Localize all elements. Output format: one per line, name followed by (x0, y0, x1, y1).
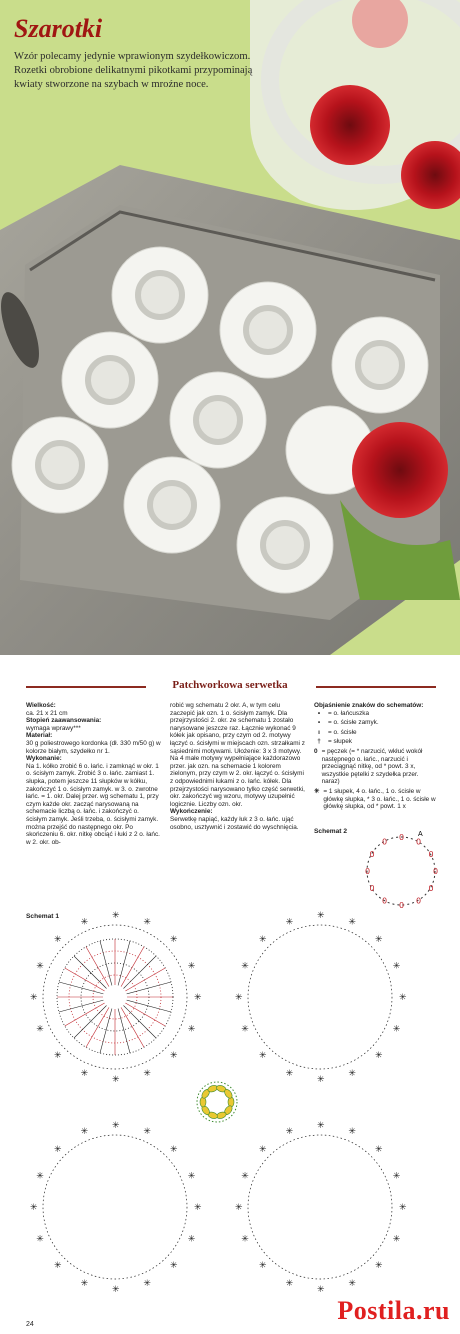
schemat-2-stitch: 0 (369, 850, 375, 859)
svg-text:✳: ✳ (80, 1127, 89, 1138)
motif-4 (235, 1121, 407, 1295)
svg-text:✳: ✳ (317, 1285, 325, 1295)
svg-text:✳: ✳ (374, 1260, 383, 1271)
schemat-2-diagram (356, 826, 446, 916)
schemat-2-stitch: 0 (428, 850, 434, 859)
svg-text:✳: ✳ (285, 1068, 294, 1079)
svg-text:✳: ✳ (194, 1203, 202, 1213)
svg-text:✳: ✳ (169, 1050, 178, 1061)
schemat-2-stitch: 0 (433, 867, 439, 876)
svg-text:✳: ✳ (169, 1145, 178, 1156)
legend-text: = słupek (328, 738, 352, 746)
schemat-2-stitch: 0 (365, 867, 371, 876)
column-2-text: robić wg schematu 2 okr. A, w tym celu zaczepić jak ozn. 1 o. ścisłym zamyk. Dla przejrzystości 2. okr. ze schematu 1 zostało narysowane jeszcze raz. Łącznie wykonać 9 kółek jak opisano, przy czym od 2. motywy łączyć o. ścisłymi w miejscach ozn. strzałkami z sąsiednimi motywami. Ułożenie: 3 x 3 motywy. Na 4 małe motywy wypełniające każdorazowo przer. jak ozn. na schemacie 1 kolorem zielonym, przy czym w 2. okr. łączyć o. ścisłymi z odpowiednimi łukami z o. łańc. kółek. Dla przejrzystości narysowano tylko część serwetki, okr. zakończyć wg wzoru, motywy uzupełnić logicznie. Liczby ozn. okr. (170, 702, 305, 808)
schemat-2-stitch: 0 (428, 884, 434, 893)
svg-text:✳: ✳ (374, 1145, 383, 1156)
svg-text:✳: ✳ (80, 1278, 89, 1289)
material-label: Materiał: (26, 732, 53, 740)
schemat-2-stitch: 0 (416, 837, 422, 847)
svg-text:✳: ✳ (392, 1024, 401, 1035)
svg-text:✳: ✳ (187, 1234, 196, 1245)
legend-symbol: • (317, 709, 321, 717)
legend-symbol: ✳ (314, 787, 320, 795)
size-label: Wielkość: (26, 702, 56, 709)
legend-row (314, 788, 438, 811)
legend-text: = o. łańcuszka (328, 709, 370, 717)
svg-text:✳: ✳ (348, 1127, 356, 1138)
svg-text:✳: ✳ (80, 1068, 89, 1079)
legend-text: = o. ścisłe (328, 728, 357, 736)
svg-text:✳: ✳ (399, 1203, 407, 1213)
legend-row (314, 710, 438, 718)
svg-text:✳: ✳ (143, 1127, 151, 1138)
svg-text:✳: ✳ (80, 917, 89, 928)
legend-symbol: 0 (314, 747, 318, 755)
svg-text:✳: ✳ (348, 1278, 356, 1289)
motif-1 (30, 911, 202, 1085)
finish-label: Wykończenie: (170, 808, 213, 816)
svg-text:✳: ✳ (112, 911, 120, 921)
svg-text:✳: ✳ (30, 1203, 38, 1213)
legend-text: = pęczek (= * narzucić, wkłuć wokół następnego o. łańc., narzucić i przeciągnąć nitkę, od * powt. 3 x, wszystkie pętelki z szydełka przer. naraz) (321, 747, 423, 786)
pattern-page (0, 666, 460, 1334)
svg-text:✳: ✳ (259, 1145, 267, 1156)
svg-text:✳: ✳ (399, 993, 407, 1003)
schemat-2-stitch: 0 (399, 833, 405, 842)
svg-text:✳: ✳ (112, 1075, 120, 1085)
size-value: ca. 21 x 21 cm (26, 709, 68, 717)
svg-text:✳: ✳ (36, 1024, 44, 1035)
filler-motif (197, 1082, 237, 1122)
svg-text:✳: ✳ (285, 917, 294, 928)
svg-text:✳: ✳ (348, 1068, 356, 1079)
svg-text:✳: ✳ (317, 1121, 325, 1131)
motif-3 (30, 1121, 202, 1295)
svg-text:✳: ✳ (36, 961, 44, 972)
svg-text:✳: ✳ (392, 961, 401, 972)
svg-text:✳: ✳ (169, 935, 178, 946)
legend-symbol: † (317, 738, 321, 746)
legend (314, 702, 438, 813)
svg-text:✳: ✳ (259, 1260, 267, 1271)
schemat-2-label: Schemat 2 (314, 828, 347, 835)
svg-text:✳: ✳ (36, 1171, 44, 1182)
svg-text:✳: ✳ (143, 1278, 151, 1289)
photo-intro: Wzór polecamy jedynie wprawionym szydełkowiczom. Rozetki obrobione delikatnymi pikotkami przypominają kwiaty stworzone na szybach w mroźne noce. (14, 51, 253, 91)
svg-text:✳: ✳ (317, 911, 325, 921)
legend-row (314, 729, 438, 737)
schemat-2-stitch: 0 (382, 837, 388, 847)
svg-text:✳: ✳ (112, 1121, 120, 1131)
legend-row (314, 738, 438, 746)
finish-text: Serwetkę napiąć, każdy łuk z 3 o. łańc. ująć osobno, usztywnić i zostawić do wyschnięcia. (170, 815, 299, 831)
difficulty-label: Stopień zaawansowania: (26, 717, 102, 725)
svg-text:✳: ✳ (112, 1285, 120, 1295)
svg-text:✳: ✳ (187, 1171, 196, 1182)
svg-text:✳: ✳ (54, 1145, 62, 1156)
motif-2 (235, 911, 407, 1085)
svg-text:✳: ✳ (54, 1260, 62, 1271)
svg-text:✳: ✳ (241, 1234, 249, 1245)
execution-text: Na 1. kółko zrobić 6 o. łańc. i zamknąć w okr. 1 o. ścisłym zamyk. Zrobić 3 o. łańc. zamiast 1. słupka, potem jeszcze 11 słupków w kółku, zakończyć 1 o. ścisłym zamyk. w 3. o. zwrotne łańc. = 1. okr. Dalej przer. wg schematu 1, przy czym każde okr. zacząć narysowaną na schemacie liczbą o. łańc. i zakończyć o. ścisłym zamyk. Jeśli trzeba, o. ścisłymi zamyk. można przejść do następnego okr. Po skończeniu 6. okr. nitkę obciąć i łuki z 2 o. łańc. w 2. okr. ob- (26, 762, 160, 846)
svg-text:✳: ✳ (374, 935, 383, 946)
legend-row (314, 748, 438, 786)
svg-text:✳: ✳ (259, 935, 267, 946)
svg-text:✳: ✳ (187, 961, 196, 972)
difficulty-value: wymaga wprawy*** (26, 724, 81, 732)
svg-text:✳: ✳ (374, 1050, 383, 1061)
schemat-2-stitch: 0 (382, 896, 388, 906)
svg-text:✳: ✳ (36, 1234, 44, 1245)
photo-section (0, 0, 460, 655)
svg-text:✳: ✳ (241, 1024, 249, 1035)
legend-row (314, 719, 438, 727)
schemat-2-stitch: 0 (369, 884, 375, 893)
column-2 (170, 702, 305, 831)
legend-title: Objaśnienie znaków do schematów: (314, 702, 424, 709)
svg-text:✳: ✳ (194, 993, 202, 1003)
watermark: Postila.ru (337, 1296, 450, 1325)
svg-text:✳: ✳ (285, 1278, 294, 1289)
svg-text:✳: ✳ (285, 1127, 294, 1138)
svg-text:✳: ✳ (235, 1203, 243, 1213)
legend-text: = 1 słupek, 4 o. łańc., 1 o. ścisłe w główkę słupka, * 3 o. łańc., 1 o. ścisłe w główkę słupka, od * powt. 1 x (323, 787, 436, 811)
svg-text:✳: ✳ (169, 1260, 178, 1271)
svg-text:✳: ✳ (54, 935, 62, 946)
schemat-2-marker: A (418, 831, 423, 838)
svg-text:✳: ✳ (54, 1050, 62, 1061)
legend-symbol: ı (318, 728, 320, 736)
svg-text:✳: ✳ (392, 1234, 401, 1245)
tray-photo (0, 0, 460, 655)
svg-text:✳: ✳ (392, 1171, 401, 1182)
page-number: 24 (26, 1321, 34, 1328)
material-value: 30 g poliestrowego kordonka (dł. 330 m/50 g) w kolorze białym, szydełko nr 1. (26, 739, 161, 755)
svg-text:✳: ✳ (259, 1050, 267, 1061)
column-1 (26, 702, 161, 846)
svg-text:✳: ✳ (143, 1068, 151, 1079)
page-divider (0, 655, 460, 666)
execution-label: Wykonanie: (26, 755, 62, 763)
svg-text:✳: ✳ (187, 1024, 196, 1035)
legend-text: = o. ścisłe zamyk. (328, 719, 379, 727)
svg-text:✳: ✳ (30, 993, 38, 1003)
schemat-1-label: Schemat 1 (26, 913, 59, 920)
svg-text:✳: ✳ (317, 1075, 325, 1085)
svg-text:✳: ✳ (235, 993, 243, 1003)
section-title: Patchworkowa serwetka (172, 679, 288, 691)
photo-title: Szarotki (14, 14, 103, 43)
schemat-2-stitch: 0 (416, 896, 422, 906)
schemat-2-stitch: 0 (399, 901, 405, 910)
svg-text:✳: ✳ (241, 961, 249, 972)
svg-text:✳: ✳ (241, 1171, 249, 1182)
legend-symbol: ▪ (317, 719, 321, 727)
svg-text:✳: ✳ (348, 917, 356, 928)
svg-text:✳: ✳ (143, 917, 151, 928)
